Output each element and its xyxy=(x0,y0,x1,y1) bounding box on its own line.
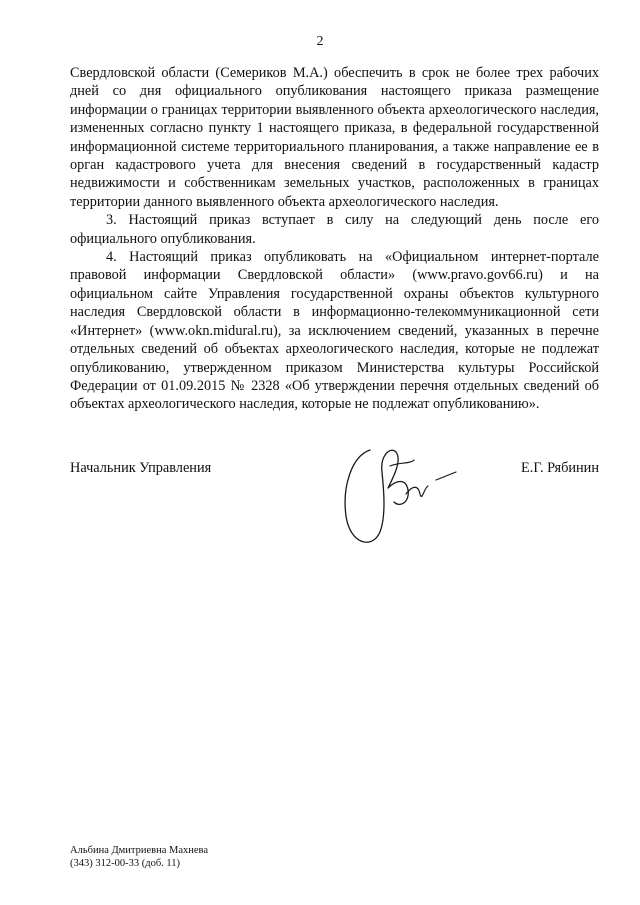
signatory-name: Е.Г. Рябинин xyxy=(521,460,599,476)
handwritten-signature xyxy=(330,436,470,556)
executor-info xyxy=(70,844,208,870)
document-body xyxy=(70,64,599,414)
paragraph-item-3: 3. Настоящий приказ вступает в силу на следующий день после его официального опубликования. xyxy=(70,212,599,247)
paragraph-item-4: 4. Настоящий приказ опубликовать на «Официальном интернет-портале правовой информации Свердловской области» (www.pravo.gov66.ru) и на официальном сайте Управления государственной охраны объектов культурного наследия Свердловской области в информационно-телекоммуникационной сети «Интернет» (www.okn.midural.ru), за исключением сведений, указанных в перечне отдельных сведений об объектах археологического наследия, которые не подлежат опубликованию, утвержденном приказом Министерства культуры Российской Федерации от 01.09.2015 № 2328 «Об утверждении перечня отдельных сведений об объектах археологического наследия, которые не подлежат опубликованию». xyxy=(70,249,599,413)
signatory-title: Начальник Управления xyxy=(70,460,212,476)
paragraph-continuation: Свердловской области (Семериков М.А.) обеспечить в срок не более трех рабочих дней со дня официального опубликования настоящего приказа размещение информации о границах территории выявленного объекта археологического наследия, измененных согласно пункту 1 настоящего приказа, в федеральной государственной информационной системе территориального планирования, а также направление ее в орган кадастрового учета для внесения сведений в государственный кадастр недвижимости и собственникам земельных участков, расположенных в границах территории данного выявленного объекта археологического наследия. xyxy=(70,65,599,210)
executor-name: Альбина Дмитриевна Махнева xyxy=(70,845,209,856)
page-number: 2 xyxy=(316,34,324,49)
executor-phone: (343) 312-00-33 (доб. 11) xyxy=(70,858,181,869)
